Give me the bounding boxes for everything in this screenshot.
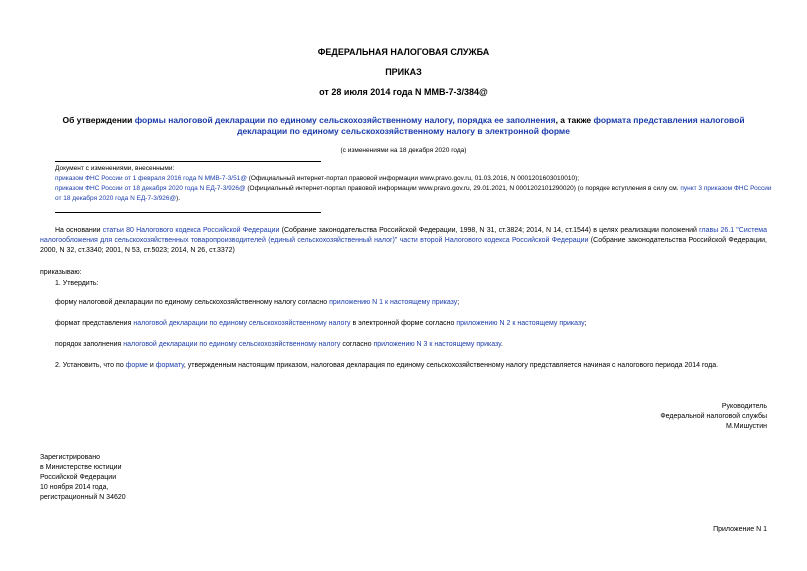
item2-text-2: и <box>147 362 156 369</box>
item1-a-end: ; <box>457 299 460 306</box>
item1-c-text: порядок заполнения <box>55 341 124 348</box>
basis-link-chapter[interactable]: главы 26.1 "Система налогообложения для сельскохозяйственных товаропроизводителей (единый сельскохозяйственный налог)" части второй Налогового кодекса Российской Федерации <box>40 227 767 244</box>
registration-line-3: Российской Федерации <box>40 474 117 481</box>
signature-line-3: М.Мишустин <box>725 423 767 430</box>
basis-paragraph <box>40 226 767 256</box>
agency-name: ФЕДЕРАЛЬНАЯ НАЛОГОВАЯ СЛУЖБА <box>317 47 490 57</box>
title-prefix: Об утверждении <box>62 115 135 125</box>
item1-b-link2[interactable]: приложению N 2 к настоящему приказу <box>456 320 585 327</box>
signature-line-1: Руководитель <box>721 403 767 410</box>
signature-block <box>660 402 767 432</box>
changes-intro: Документ с изменениями, внесенными: <box>55 165 175 172</box>
changes-link-1[interactable]: приказом ФНС России от 1 февраля 2016 года N ММВ-7-3/51@ <box>55 175 247 182</box>
basis-text-2: (Собрание законодательства Российской Федерации, 1998, N 31, ст.3824; 2014, N 14, ст.1544) в целях реализации положений <box>279 227 700 234</box>
item1-c <box>55 340 775 350</box>
registration-line-5: регистрационный N 34620 <box>40 494 126 501</box>
item1-b-link[interactable]: налоговой декларации по единому сельскохозяйственному налогу <box>133 320 351 327</box>
item1-c-text2: согласно <box>340 341 374 348</box>
item1-b <box>55 319 775 329</box>
registration-line-4: 10 ноября 2014 года, <box>40 484 109 491</box>
changes-text-1: (Официальный интернет-портал правовой информации www.pravo.gov.ru, 01.03.2016, N 0001201603010010); <box>246 175 580 182</box>
item1-c-end: . <box>500 341 503 348</box>
registration-line-2: в Министерстве юстиции <box>40 464 122 471</box>
item1-label: 1. Утвердить: <box>55 280 99 287</box>
item1-a-link[interactable]: приложению N 1 к настоящему приказу <box>329 299 458 306</box>
title-link-format[interactable]: формата представления налоговой декларации по единому сельскохозяйственному налогу в электронной форме <box>237 115 745 136</box>
changes-end-2: ). <box>176 195 181 202</box>
item1-a-text: форму налоговой декларации по единому сельскохозяйственному налогу согласно <box>55 299 330 306</box>
order-word: приказываю: <box>40 269 82 276</box>
basis-link-article[interactable]: статьи 80 Налогового кодекса Российской Федерации <box>102 227 280 234</box>
changes-item-1 <box>55 174 775 184</box>
item2-link-format[interactable]: формату <box>155 362 184 369</box>
item2-text-3: , утвержденным настоящим приказом, налоговая декларация по единому сельскохозяйственному налогу представляется начиная с налогового периода 2014 года. <box>183 362 719 369</box>
appendix-label: Приложение N 1 <box>713 526 767 533</box>
basis-text-1: На основании <box>55 227 103 234</box>
registration-line-1: Зарегистрировано <box>40 454 100 461</box>
revision-note: (с изменениями на 18 декабря 2020 года) <box>340 147 467 154</box>
changes-text-2: (Официальный интернет-портал правовой информации www.pravo.gov.ru, 29.01.2021, N 0001202101290020) (о порядке вступления в силу см. <box>245 185 681 192</box>
title-middle: , а также <box>555 115 594 125</box>
item2-text-1: 2. Установить, что по <box>55 362 126 369</box>
changes-block <box>55 164 775 204</box>
item1-b-end: ; <box>584 320 587 327</box>
doc-type: ПРИКАЗ <box>385 67 422 77</box>
item1-a <box>55 298 775 308</box>
changes-link-2[interactable]: приказом ФНС России от 18 декабря 2020 года N ЕД-7-3/926@ <box>55 185 246 192</box>
separator-top <box>55 161 321 162</box>
basis-text-3: (Собрание законодательства Российской Федерации, 2000, N 32, ст.3340; 2001, N 53, ст.5023; 2014, N 26, ст.3372) <box>40 237 767 254</box>
item1-b-text: формат представления <box>55 320 134 327</box>
item1-c-link[interactable]: налоговой декларации по единому сельскохозяйственному налогу <box>123 341 341 348</box>
separator-bottom <box>55 212 321 213</box>
item2-link-form[interactable]: форме <box>125 362 148 369</box>
changes-link-3[interactable]: пункт 3 приказом ФНС России от 18 декабря 2020 года N ЕД-7-3/926@ <box>55 185 772 202</box>
item1-b-text2: в электронной форме согласно <box>350 320 457 327</box>
changes-item-2 <box>55 184 775 204</box>
page-title <box>40 115 767 137</box>
item1-c-link2[interactable]: приложению N 3 к настоящему приказу <box>373 341 501 348</box>
registration-block <box>40 453 126 503</box>
item2 <box>55 361 775 371</box>
title-link-form[interactable]: формы налоговой декларации по единому сельскохозяйственному налогу, порядка ее заполнения <box>134 115 556 125</box>
signature-line-2: Федеральной налоговой службы <box>660 413 767 420</box>
doc-date-number: от 28 июля 2014 года N ММВ-7-3/384@ <box>319 87 488 97</box>
